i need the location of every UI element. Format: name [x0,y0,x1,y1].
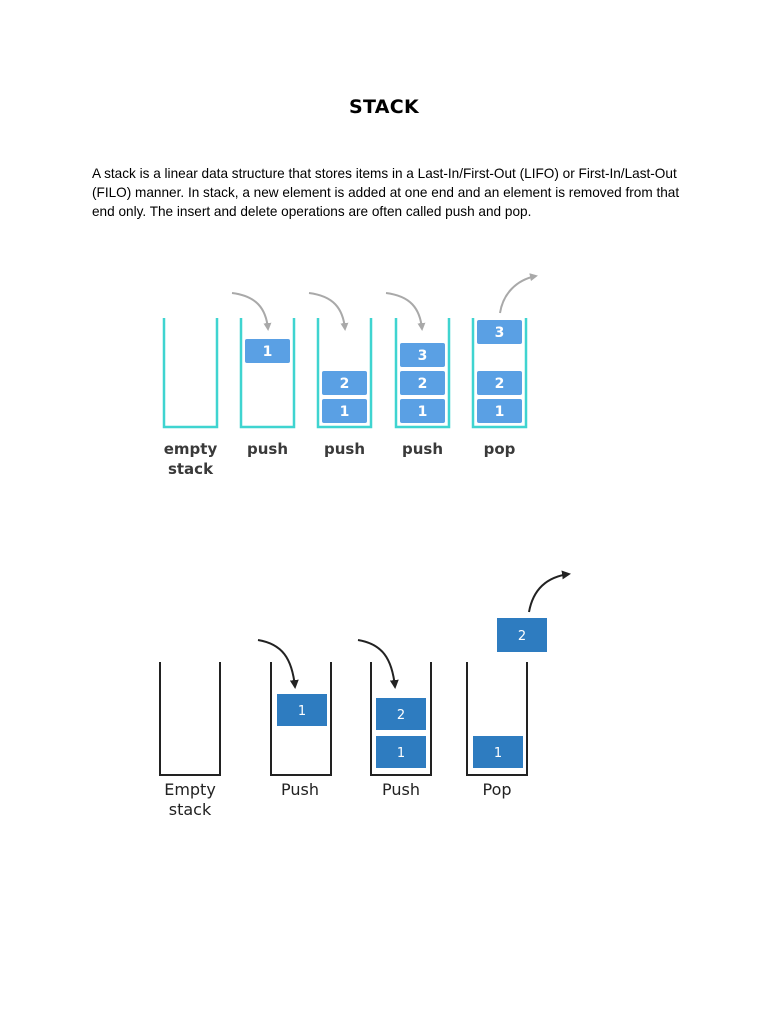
push-arrow-icon [258,640,295,687]
stack-item-value: 1 [396,746,406,761]
label-empty-stack: Empty [164,780,216,799]
push-arrow-icon [386,293,422,329]
stack-container-empty [164,318,217,427]
label-empty-stack: stack [167,460,214,478]
label-pop: Pop [482,780,512,799]
stack-item-value: 2 [517,629,527,644]
stack-item-value: 2 [494,376,505,392]
stack-diagram-colored [0,260,768,490]
stack-item-value: 2 [339,376,350,392]
stack-item-value: 2 [417,376,428,392]
label-empty-stack: stack [168,800,212,819]
label-push: Push [382,780,420,799]
description-paragraph: A stack is a linear data structure that stores items in a Last-In/First-Out (LIFO) or First-In/Last-Out (FILO) manner. In stack, a new element is added at one end and an element is removed from that end only. The insert and delete operations are often called push and pop. [92,166,680,219]
label-pop: pop [483,440,516,458]
stack-item-value: 1 [494,404,505,420]
pop-arrow-icon [500,276,536,313]
push-arrow-icon [358,640,395,687]
stack-item-value: 2 [396,708,406,723]
push-arrow-icon [309,293,345,329]
label-push: push [401,440,444,458]
label-empty-stack: empty [163,440,218,458]
stack-item-value: 1 [262,344,273,360]
label-push: Push [281,780,319,799]
stack-diagram-outline [0,560,768,830]
stack-container-push1 [241,318,294,427]
push-arrow-icon [232,293,268,329]
stack-item-value: 3 [494,325,505,341]
stack-item-value: 1 [493,746,503,761]
stack-item-value: 1 [297,704,307,719]
label-push: push [323,440,366,458]
stack-container-empty [160,662,220,775]
stack-item-value: 1 [417,404,428,420]
stack-item-value: 3 [417,348,428,364]
pop-arrow-icon [529,574,569,612]
label-push: push [246,440,289,458]
stack-item-value: 1 [339,404,350,420]
page-title: STACK [348,96,420,118]
